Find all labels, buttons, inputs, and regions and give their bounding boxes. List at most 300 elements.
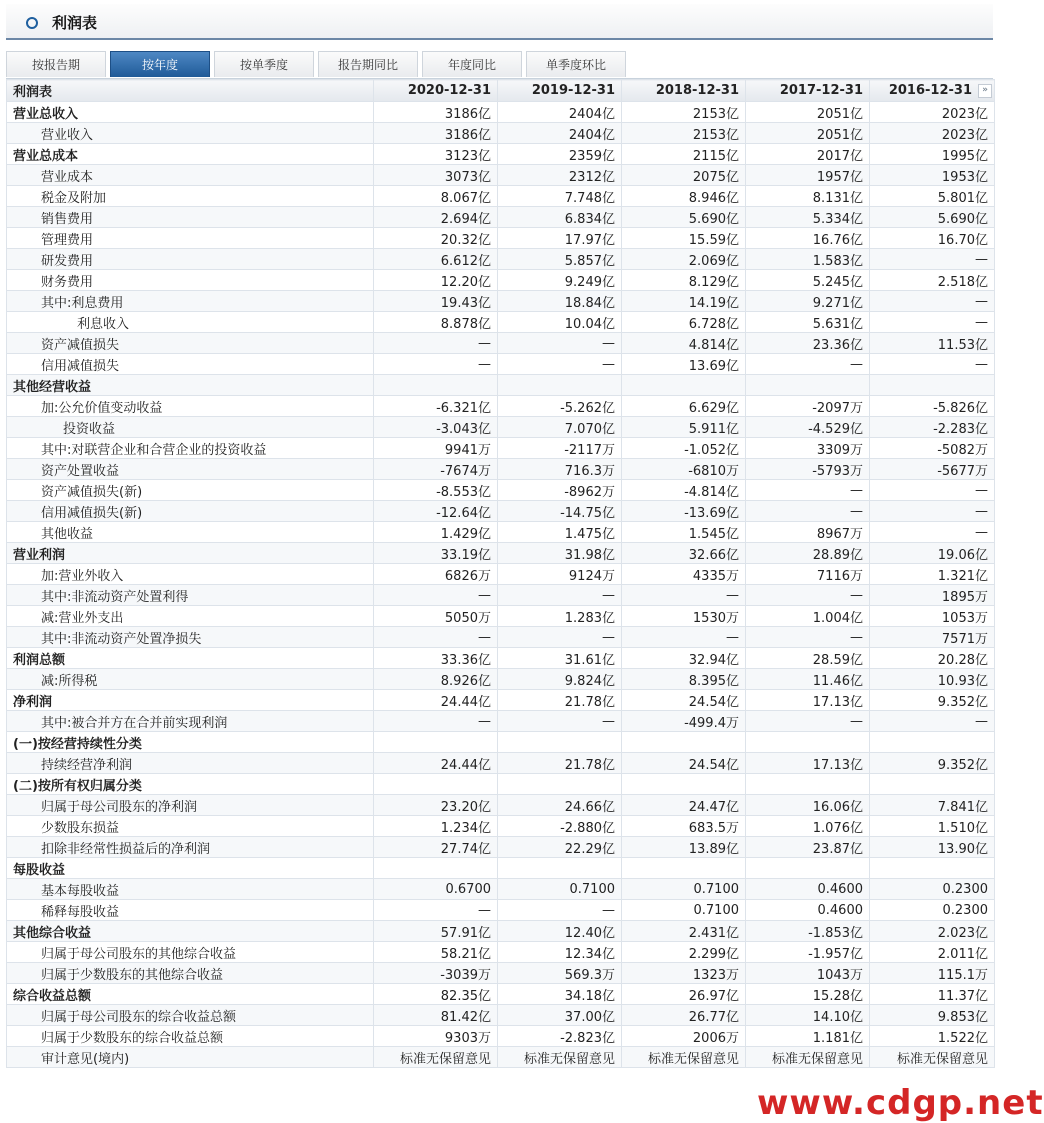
cell-value: — — [374, 585, 498, 606]
cell-value: 9.824亿 — [498, 669, 622, 690]
cell-value: 9.271亿 — [746, 291, 870, 312]
cell-value: — — [870, 480, 995, 501]
row-label: 其中:非流动资产处置净损失 — [7, 627, 374, 648]
cell-value: 标准无保留意见 — [870, 1047, 995, 1068]
cell-value — [870, 858, 995, 879]
cell-value: 16.06亿 — [746, 795, 870, 816]
cell-value: 26.77亿 — [622, 1005, 746, 1026]
cell-value: 27.74亿 — [374, 837, 498, 858]
row-label: 净利润 — [7, 690, 374, 711]
cell-value: — — [374, 333, 498, 354]
cell-value: 13.69亿 — [622, 354, 746, 375]
cell-value: 8.395亿 — [622, 669, 746, 690]
cell-value: 1.510亿 — [870, 816, 995, 837]
cell-value: 17.13亿 — [746, 690, 870, 711]
cell-value: -12.64亿 — [374, 501, 498, 522]
cell-value: -2097万 — [746, 396, 870, 417]
cell-value: 2404亿 — [498, 123, 622, 144]
cell-value: — — [870, 291, 995, 312]
table-row — [7, 396, 995, 417]
cell-value: -8.553亿 — [374, 480, 498, 501]
column-header-date: 2019-12-31 — [498, 80, 622, 102]
row-label: 其他经营收益 — [7, 375, 374, 396]
cell-value: -13.69亿 — [622, 501, 746, 522]
cell-value: 2023亿 — [870, 102, 995, 123]
cell-value: 23.87亿 — [746, 837, 870, 858]
cell-value: -8962万 — [498, 480, 622, 501]
table-row — [7, 690, 995, 711]
row-label: 税金及附加 — [7, 186, 374, 207]
cell-value: 32.94亿 — [622, 648, 746, 669]
cell-value — [870, 375, 995, 396]
row-label: 扣除非经常性损益后的净利润 — [7, 837, 374, 858]
cell-value: — — [870, 522, 995, 543]
cell-value: 31.61亿 — [498, 648, 622, 669]
table-row — [7, 270, 995, 291]
cell-value: 2404亿 — [498, 102, 622, 123]
column-header-date: 2018-12-31 — [622, 80, 746, 102]
row-label: 加:营业外收入 — [7, 564, 374, 585]
tab-0[interactable]: 按报告期 — [6, 51, 106, 77]
tab-2[interactable]: 按单季度 — [214, 51, 314, 77]
cell-value: 1.475亿 — [498, 522, 622, 543]
cell-value — [374, 774, 498, 795]
row-label: 加:公允价值变动收益 — [7, 396, 374, 417]
cell-value: 20.32亿 — [374, 228, 498, 249]
cell-value: 0.2300 — [870, 900, 995, 921]
row-label: 营业总成本 — [7, 144, 374, 165]
cell-value: 9124万 — [498, 564, 622, 585]
cell-value: 683.5万 — [622, 816, 746, 837]
cell-value: 12.40亿 — [498, 921, 622, 942]
cell-value: 9303万 — [374, 1026, 498, 1047]
cell-value: 6826万 — [374, 564, 498, 585]
cell-value: 9.853亿 — [870, 1005, 995, 1026]
cell-value: 7571万 — [870, 627, 995, 648]
cell-value: 1995亿 — [870, 144, 995, 165]
cell-value: 1.321亿 — [870, 564, 995, 585]
cell-value: 0.2300 — [870, 879, 995, 900]
cell-value: 标准无保留意见 — [746, 1047, 870, 1068]
cell-value: — — [374, 627, 498, 648]
cell-value — [622, 774, 746, 795]
table-row — [7, 921, 995, 942]
cell-value: 2023亿 — [870, 123, 995, 144]
table-row — [7, 123, 995, 144]
table-row — [7, 501, 995, 522]
cell-value: 7116万 — [746, 564, 870, 585]
cell-value: 6.834亿 — [498, 207, 622, 228]
cell-value: 7.841亿 — [870, 795, 995, 816]
cell-value: 11.46亿 — [746, 669, 870, 690]
cell-value: 13.89亿 — [622, 837, 746, 858]
table-row — [7, 333, 995, 354]
cell-value: — — [746, 501, 870, 522]
cell-value: 2051亿 — [746, 123, 870, 144]
row-label: 其他收益 — [7, 522, 374, 543]
cell-value: 24.44亿 — [374, 690, 498, 711]
row-label: 综合收益总额 — [7, 984, 374, 1005]
row-label: 归属于少数股东的其他综合收益 — [7, 963, 374, 984]
table-row — [7, 858, 995, 879]
cell-value: — — [746, 354, 870, 375]
income-statement-table — [6, 79, 995, 1068]
cell-value: 9.352亿 — [870, 753, 995, 774]
cell-value: 7.748亿 — [498, 186, 622, 207]
cell-value: 标准无保留意见 — [622, 1047, 746, 1068]
cell-value: -1.957亿 — [746, 942, 870, 963]
cell-value: 16.70亿 — [870, 228, 995, 249]
row-label: 销售费用 — [7, 207, 374, 228]
row-label: (一)按经营持续性分类 — [7, 732, 374, 753]
cell-value: 58.21亿 — [374, 942, 498, 963]
cell-value: 37.00亿 — [498, 1005, 622, 1026]
cell-value: 23.20亿 — [374, 795, 498, 816]
cell-value: 18.84亿 — [498, 291, 622, 312]
cell-value: 3073亿 — [374, 165, 498, 186]
cell-value: 81.42亿 — [374, 1005, 498, 1026]
cell-value: 2.694亿 — [374, 207, 498, 228]
table-row — [7, 879, 995, 900]
table-row — [7, 249, 995, 270]
cell-value: 3186亿 — [374, 102, 498, 123]
cell-value: 标准无保留意见 — [374, 1047, 498, 1068]
cell-value: 23.36亿 — [746, 333, 870, 354]
table-row — [7, 480, 995, 501]
cell-value: 31.98亿 — [498, 543, 622, 564]
cell-value: 3123亿 — [374, 144, 498, 165]
table-row — [7, 543, 995, 564]
cell-value: 32.66亿 — [622, 543, 746, 564]
cell-value — [746, 732, 870, 753]
cell-value: 0.6700 — [374, 879, 498, 900]
row-label: 资产处置收益 — [7, 459, 374, 480]
cell-value: 21.78亿 — [498, 690, 622, 711]
cell-value: — — [498, 627, 622, 648]
table-row — [7, 459, 995, 480]
cell-value: 5.690亿 — [870, 207, 995, 228]
row-label: 基本每股收益 — [7, 879, 374, 900]
cell-value: -7674万 — [374, 459, 498, 480]
tab-5[interactable]: 单季度环比 — [526, 51, 626, 77]
cell-value: 57.91亿 — [374, 921, 498, 942]
table-row — [7, 942, 995, 963]
cell-value: 0.7100 — [498, 879, 622, 900]
cell-value: -4.529亿 — [746, 417, 870, 438]
cell-value: 21.78亿 — [498, 753, 622, 774]
tab-bar — [6, 51, 993, 79]
row-label: 信用减值损失 — [7, 354, 374, 375]
cell-value: 19.06亿 — [870, 543, 995, 564]
cell-value: 7.070亿 — [498, 417, 622, 438]
tab-3[interactable]: 报告期同比 — [318, 51, 418, 77]
table-header-row — [7, 80, 995, 102]
cell-value: -5.826亿 — [870, 396, 995, 417]
row-label: 利润总额 — [7, 648, 374, 669]
cell-value — [870, 774, 995, 795]
table-row — [7, 669, 995, 690]
cell-value: — — [870, 249, 995, 270]
cell-value: 8.946亿 — [622, 186, 746, 207]
cell-value: — — [870, 711, 995, 732]
cell-value — [498, 858, 622, 879]
cell-value — [870, 732, 995, 753]
table-row — [7, 606, 995, 627]
table-row — [7, 564, 995, 585]
row-label: 审计意见(境内) — [7, 1047, 374, 1068]
cell-value: -499.4万 — [622, 711, 746, 732]
row-label: 归属于母公司股东的综合收益总额 — [7, 1005, 374, 1026]
cell-value: 2153亿 — [622, 123, 746, 144]
row-label: 营业利润 — [7, 543, 374, 564]
row-label: 财务费用 — [7, 270, 374, 291]
cell-value: 2115亿 — [622, 144, 746, 165]
table-row — [7, 1026, 995, 1047]
cell-value: 14.10亿 — [746, 1005, 870, 1026]
row-label: 其中:非流动资产处置利得 — [7, 585, 374, 606]
cell-value: 2051亿 — [746, 102, 870, 123]
cell-value: 3309万 — [746, 438, 870, 459]
row-label: 营业总收入 — [7, 102, 374, 123]
cell-value: 14.19亿 — [622, 291, 746, 312]
column-header-date: 2020-12-31 — [374, 80, 498, 102]
cell-value: 2.011亿 — [870, 942, 995, 963]
row-label: 营业成本 — [7, 165, 374, 186]
cell-value: — — [870, 501, 995, 522]
row-label: 管理费用 — [7, 228, 374, 249]
cell-value: 1.181亿 — [746, 1026, 870, 1047]
cell-value: 19.43亿 — [374, 291, 498, 312]
tab-4[interactable]: 年度同比 — [422, 51, 522, 77]
cell-value: 1043万 — [746, 963, 870, 984]
cell-value: 11.37亿 — [870, 984, 995, 1005]
cell-value: 22.29亿 — [498, 837, 622, 858]
row-label: 利息收入 — [7, 312, 374, 333]
cell-value: — — [870, 312, 995, 333]
cell-value: — — [870, 354, 995, 375]
cell-value: 6.629亿 — [622, 396, 746, 417]
cell-value: — — [746, 627, 870, 648]
cell-value: 15.28亿 — [746, 984, 870, 1005]
cell-value: 8.129亿 — [622, 270, 746, 291]
cell-value: -5.262亿 — [498, 396, 622, 417]
table-row — [7, 774, 995, 795]
cell-value: -1.853亿 — [746, 921, 870, 942]
cell-value: 2017亿 — [746, 144, 870, 165]
row-label: 持续经营净利润 — [7, 753, 374, 774]
cell-value: — — [498, 333, 622, 354]
cell-value — [622, 858, 746, 879]
cell-value: -2.283亿 — [870, 417, 995, 438]
table-row — [7, 207, 995, 228]
cell-value: 5.631亿 — [746, 312, 870, 333]
row-label: 其中:被合并方在合并前实现利润 — [7, 711, 374, 732]
cell-value: — — [622, 585, 746, 606]
table-row — [7, 837, 995, 858]
table-row — [7, 1005, 995, 1026]
cell-value: 0.4600 — [746, 900, 870, 921]
cell-value: 2.431亿 — [622, 921, 746, 942]
cell-value: -5082万 — [870, 438, 995, 459]
cell-value: 0.4600 — [746, 879, 870, 900]
cell-value: 33.19亿 — [374, 543, 498, 564]
cell-value: 24.66亿 — [498, 795, 622, 816]
cell-value: -6.321亿 — [374, 396, 498, 417]
cell-value: 5.801亿 — [870, 186, 995, 207]
cell-value: 9941万 — [374, 438, 498, 459]
row-label: 信用减值损失(新) — [7, 501, 374, 522]
cell-value: 28.89亿 — [746, 543, 870, 564]
table-row — [7, 522, 995, 543]
cell-value: 17.97亿 — [498, 228, 622, 249]
cell-value: 4.814亿 — [622, 333, 746, 354]
tab-1[interactable]: 按年度 — [110, 51, 210, 77]
table-row — [7, 795, 995, 816]
table-row — [7, 291, 995, 312]
row-label: 每股收益 — [7, 858, 374, 879]
cell-value: — — [498, 711, 622, 732]
cell-value: — — [746, 585, 870, 606]
cell-value: -5677万 — [870, 459, 995, 480]
cell-value: 10.93亿 — [870, 669, 995, 690]
cell-value: 20.28亿 — [870, 648, 995, 669]
cell-value: 5050万 — [374, 606, 498, 627]
cell-value — [498, 375, 622, 396]
cell-value — [622, 732, 746, 753]
cell-value: — — [374, 354, 498, 375]
cell-value: 6.612亿 — [374, 249, 498, 270]
cell-value: 2153亿 — [622, 102, 746, 123]
cell-value: 8.926亿 — [374, 669, 498, 690]
table-row — [7, 711, 995, 732]
row-label: 减:所得税 — [7, 669, 374, 690]
cell-value: 1.522亿 — [870, 1026, 995, 1047]
row-label: 投资收益 — [7, 417, 374, 438]
cell-value: 9.249亿 — [498, 270, 622, 291]
column-header-label: 利润表 — [7, 80, 374, 102]
cell-value: 1.545亿 — [622, 522, 746, 543]
watermark: www.cdgp.net — [757, 1083, 1044, 1123]
table-row — [7, 963, 995, 984]
cell-value: 17.13亿 — [746, 753, 870, 774]
table-row — [7, 585, 995, 606]
cell-value: — — [498, 585, 622, 606]
row-label: 资产减值损失(新) — [7, 480, 374, 501]
cell-value — [746, 774, 870, 795]
cell-value: 5.334亿 — [746, 207, 870, 228]
cell-value: 2.299亿 — [622, 942, 746, 963]
cell-value: 1530万 — [622, 606, 746, 627]
cell-value: 8967万 — [746, 522, 870, 543]
row-label: 研发费用 — [7, 249, 374, 270]
cell-value: -2117万 — [498, 438, 622, 459]
cell-value: 33.36亿 — [374, 648, 498, 669]
table-row — [7, 375, 995, 396]
table-row — [7, 900, 995, 921]
cell-value: 1.234亿 — [374, 816, 498, 837]
cell-value: 0.7100 — [622, 879, 746, 900]
cell-value: 1.429亿 — [374, 522, 498, 543]
table-row — [7, 753, 995, 774]
cell-value: 716.3万 — [498, 459, 622, 480]
cell-value: 标准无保留意见 — [498, 1047, 622, 1068]
cell-value: 0.7100 — [622, 900, 746, 921]
cell-value: 1953亿 — [870, 165, 995, 186]
table-row — [7, 165, 995, 186]
cell-value: 11.53亿 — [870, 333, 995, 354]
cell-value: 12.34亿 — [498, 942, 622, 963]
cell-value: 1053万 — [870, 606, 995, 627]
cell-value: — — [746, 711, 870, 732]
cell-value: 2359亿 — [498, 144, 622, 165]
page-header — [6, 4, 993, 40]
cell-value: 2.069亿 — [622, 249, 746, 270]
row-label: 归属于母公司股东的净利润 — [7, 795, 374, 816]
cell-value: 1957亿 — [746, 165, 870, 186]
cell-value: 1.076亿 — [746, 816, 870, 837]
cell-value: — — [498, 354, 622, 375]
cell-value: 8.878亿 — [374, 312, 498, 333]
cell-value: — — [746, 480, 870, 501]
more-columns-icon[interactable]: » — [978, 84, 992, 98]
cell-value: 34.18亿 — [498, 984, 622, 1005]
row-label: 稀释每股收益 — [7, 900, 374, 921]
cell-value: -3.043亿 — [374, 417, 498, 438]
table-row — [7, 102, 995, 123]
cell-value: 28.59亿 — [746, 648, 870, 669]
circle-bullet-icon — [26, 17, 38, 29]
row-label: 少数股东损益 — [7, 816, 374, 837]
cell-value: 9.352亿 — [870, 690, 995, 711]
cell-value: 1.004亿 — [746, 606, 870, 627]
cell-value: 2.023亿 — [870, 921, 995, 942]
cell-value: 5.690亿 — [622, 207, 746, 228]
cell-value — [622, 375, 746, 396]
cell-value: 1.283亿 — [498, 606, 622, 627]
cell-value: 24.44亿 — [374, 753, 498, 774]
row-label: 营业收入 — [7, 123, 374, 144]
table-row — [7, 228, 995, 249]
cell-value: -2.823亿 — [498, 1026, 622, 1047]
table-row — [7, 438, 995, 459]
cell-value: 2075亿 — [622, 165, 746, 186]
table-row — [7, 732, 995, 753]
cell-value: -6810万 — [622, 459, 746, 480]
cell-value: 8.067亿 — [374, 186, 498, 207]
cell-value: 12.20亿 — [374, 270, 498, 291]
cell-value: 2312亿 — [498, 165, 622, 186]
cell-value: — — [374, 900, 498, 921]
cell-value — [746, 375, 870, 396]
cell-value — [374, 732, 498, 753]
cell-value: 1895万 — [870, 585, 995, 606]
cell-value: 569.3万 — [498, 963, 622, 984]
row-label: (二)按所有权归属分类 — [7, 774, 374, 795]
cell-value: 2006万 — [622, 1026, 746, 1047]
cell-value: 6.728亿 — [622, 312, 746, 333]
cell-value: — — [374, 711, 498, 732]
cell-value: 115.1万 — [870, 963, 995, 984]
cell-value: 16.76亿 — [746, 228, 870, 249]
cell-value: 26.97亿 — [622, 984, 746, 1005]
table-row — [7, 354, 995, 375]
row-label: 其中:对联营企业和合营企业的投资收益 — [7, 438, 374, 459]
table-row — [7, 417, 995, 438]
cell-value: 24.47亿 — [622, 795, 746, 816]
column-header-date: 2017-12-31 — [746, 80, 870, 102]
cell-value: -14.75亿 — [498, 501, 622, 522]
table-row — [7, 984, 995, 1005]
